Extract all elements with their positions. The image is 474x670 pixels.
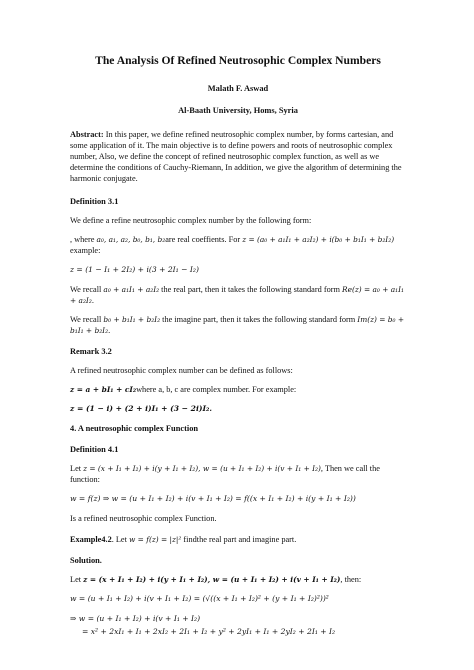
imag-part-paragraph [70, 314, 406, 336]
solution-let [70, 574, 406, 585]
example-4-2 [70, 534, 406, 545]
paper-title: The Analysis Of Refined Neutrosophic Complex Numbers [95, 54, 381, 67]
text-run: Let [70, 575, 84, 584]
solution-eq-3: = x² + 2xI₁ + I₁ + 2xI₂ + 2I₁ + I₂ + y² + 2yI₁ + I₁ + 2yI₂ + 2I₁ + I₂ [82, 627, 336, 636]
remark-3-2-heading: Remark 3.2 [70, 347, 112, 356]
text-run: We recall [70, 285, 104, 294]
example-4-2-label: Example4.2 [70, 535, 112, 544]
remark-3-2-text: A refined neutrosophic complex number can be defined as follows: [70, 366, 293, 375]
real-part-expr: a₀ + a₁I₁ + a₂I₂ [103, 285, 160, 294]
text-run: . Let [111, 535, 129, 544]
section-4-heading: 4. A neutrosophic complex Function [70, 424, 199, 433]
author-name: Malath F. Aswad [207, 84, 269, 93]
imag-part-form: Im(z) = b₀ + b₁I₁ + b₂I₂. [70, 315, 405, 335]
text-run: We recall [70, 315, 104, 324]
text-run: , where [70, 235, 97, 244]
abstract-text: In this paper, we define refined neutrosophic complex number, by forms cartesian, and some application of it. The main objective is to define powers and roots of neutrosophic complex number, Also, we define the concept of refined neutrosophic complex function, as well as we determine the conditions of Cauchy-Riemann, In addition, we give the algorithm of determining the harmonic conjugate. [70, 130, 402, 183]
z-form: z = (a₀ + a₁I₁ + a₂I₂) + i(b₀ + b₁I₁ + b₂I₂) [242, 235, 395, 244]
definition-4-1-let [70, 463, 406, 485]
definition-3-1-intro: We define a refine neutrosophic complex number by the following form: [70, 216, 312, 225]
definition-3-1-example-eq: z = (1 − I₁ + 2I₂) + i(3 + 2I₁ − I₂) [70, 265, 199, 274]
remark-3-2-example-eq: z = (1 − i) + (2 + i)I₁ + (3 − 2i)I₂. [70, 404, 212, 413]
text-run: findthe real part and imagine part. [181, 535, 297, 544]
let-expr: z = (x + I₁ + I₂) + i(y + I₁ + I₂), w = (u + I₁ + I₂) + i(v + I₁ + I₂) [83, 464, 321, 473]
definition-3-1-coefficients [70, 234, 406, 256]
author-affiliation: Al-Baath University, Homs, Syria [178, 106, 298, 115]
text-run: Let [70, 464, 84, 473]
text-run: , then: [340, 575, 362, 584]
remark-eq-expr: z = a + bI₁ + cI₂ [70, 385, 137, 394]
coef-vars: a₀, a₁, a₂, b₀, b₁, b₂ [96, 235, 166, 244]
solution-let-expr: z = (x + I₁ + I₂) + i(y + I₁ + I₂), w = (u + I₁ + I₂) + i(v + I₁ + I₂) [83, 575, 341, 584]
definition-3-1-heading: Definition 3.1 [70, 197, 119, 206]
example-expr: w = f(z) = |z|² [129, 535, 182, 544]
function-eq: w = f(z) ⇒ w = (u + I₁ + I₂) + i(v + I₁ + I₂) = f((x + I₁ + I₂) + i(y + I₁ + I₂)) [70, 494, 356, 503]
example-label: example: [70, 246, 101, 255]
solution-eq-1: w = (u + I₁ + I₂) + i(v + I₁ + I₂) = (√((x + I₁ + I₂)² + (y + I₁ + I₂)²))² [70, 594, 329, 603]
abstract [70, 129, 406, 184]
text-run: are real coeffients. For [165, 235, 243, 244]
text-run: the imagine part, then it takes the following standard form [160, 315, 358, 324]
text-run: the real part, then it takes the following standard form [159, 285, 343, 294]
definition-4-1-heading: Definition 4.1 [70, 445, 119, 454]
solution-label: Solution. [70, 556, 102, 565]
abstract-label: Abstract: [70, 130, 104, 139]
solution-eq-2: ⇒ w = (u + I₁ + I₂) + i(v + I₁ + I₂) [70, 614, 201, 623]
real-part-form: Re(z) = a₀ + a₁I₁ + a₂I₂. [70, 285, 405, 305]
definition-4-1-conclusion: Is a refined neutrosophic complex Function. [70, 514, 217, 523]
remark-eq-tail: where a, b, c are complex number. For example: [136, 385, 297, 394]
real-part-paragraph [70, 284, 406, 306]
remark-3-2-eq-line [70, 384, 406, 395]
text-run: , Then we call the function: [70, 464, 380, 484]
imag-part-expr: b₀ + b₁I₁ + b₂I₂ [103, 315, 161, 324]
